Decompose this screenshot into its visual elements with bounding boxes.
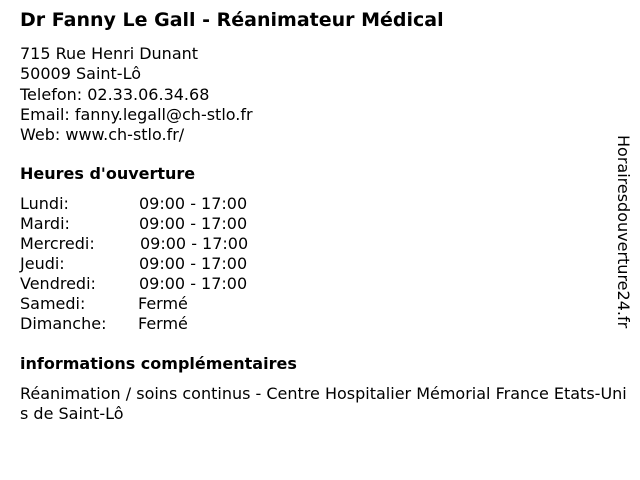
hours-time: Fermé (138, 294, 188, 313)
hours-day: Samedi: (20, 294, 86, 313)
address-street: 715 Rue Henri Dunant (20, 44, 199, 63)
hours-time: 09:00 - 17:00 (140, 234, 249, 253)
hours-day: Mercredi: (20, 234, 95, 253)
hours-row-tuesday (20, 214, 420, 234)
info-text: Réanimation / soins continus - Centre Hospitalier Mémorial France Etats-Unis de Saint-Lô (20, 384, 627, 423)
hours-day: Dimanche: (20, 314, 107, 333)
hours-heading: Heures d'ouverture (20, 164, 196, 183)
hours-row-sunday (20, 314, 420, 334)
watermark: Horairesdouverture24.fr (614, 135, 633, 329)
page-title: Dr Fanny Le Gall - Réanimateur Médical (20, 9, 444, 31)
hours-time: 09:00 - 17:00 (139, 254, 248, 273)
hours-day: Lundi: (20, 194, 69, 213)
address-city: 50009 Saint-Lô (20, 64, 141, 83)
website: Web: www.ch-stlo.fr/ (20, 125, 185, 144)
hours-row-monday (20, 194, 420, 214)
hours-row-wednesday (20, 234, 420, 254)
phone-number: Telefon: 02.33.06.34.68 (20, 85, 210, 104)
hours-day: Vendredi: (20, 274, 96, 293)
hours-row-thursday (20, 254, 420, 274)
hours-day: Mardi: (20, 214, 70, 233)
hours-day: Jeudi: (20, 254, 65, 273)
hours-time: 09:00 - 17:00 (139, 214, 248, 233)
email-address: Email: fanny.legall@ch-stlo.fr (20, 105, 253, 124)
hours-row-saturday (20, 294, 420, 314)
hours-time: 09:00 - 17:00 (139, 194, 248, 213)
hours-time: Fermé (138, 314, 188, 333)
hours-row-friday (20, 274, 420, 294)
info-heading: informations complémentaires (20, 354, 297, 373)
hours-time: 09:00 - 17:00 (139, 274, 248, 293)
